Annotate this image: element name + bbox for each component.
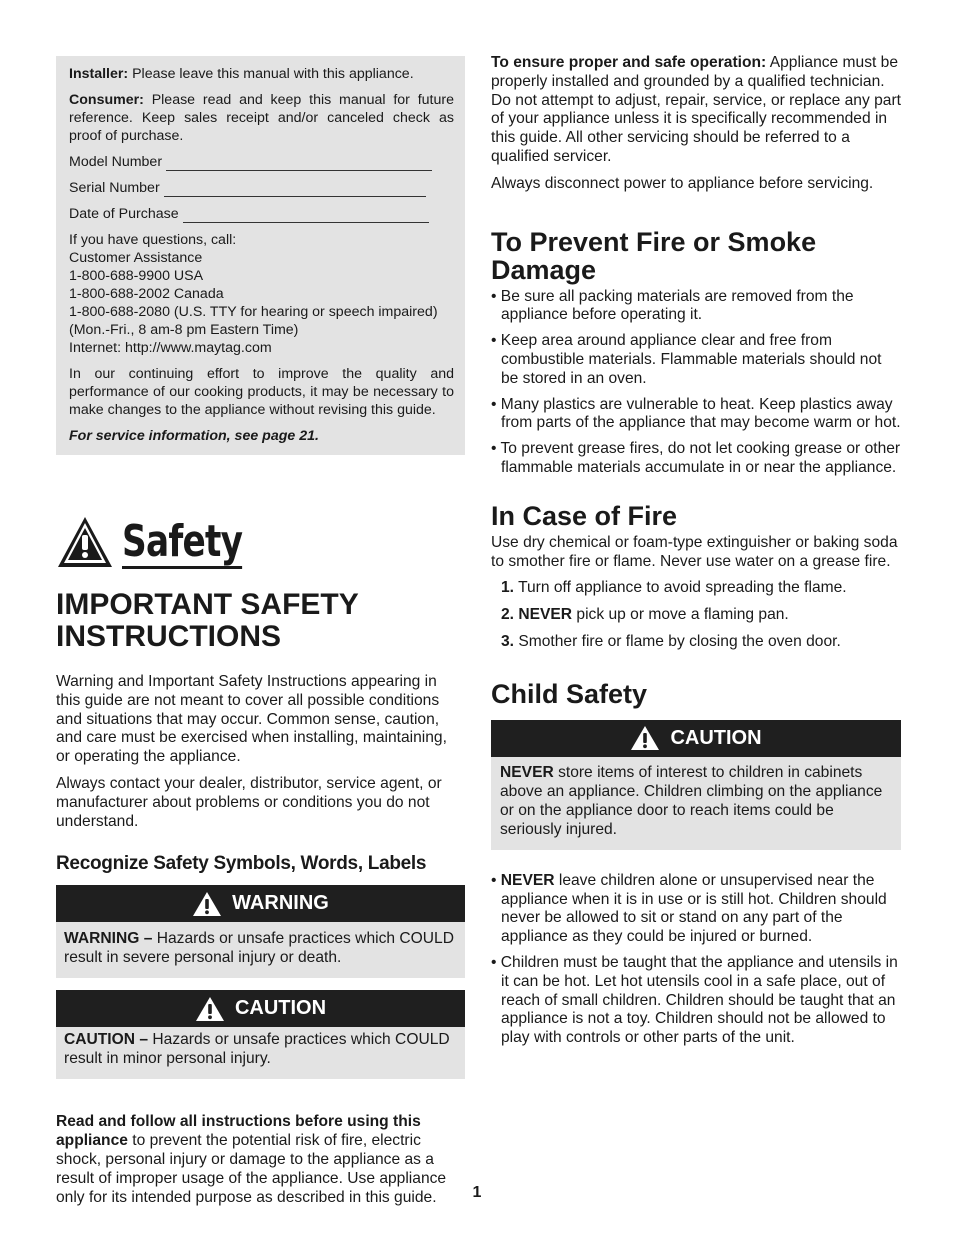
contact-info: If you have questions, call: Customer Assistance 1-800-688-9900 USA 1-800-688-2002 Canada 1-800-688-2080 (U.S. TTY for hearing or speech impaired) (Mon.-Fri., 8 am-8 pm Eastern Time) Internet: http://www.maytag.com: [69, 231, 454, 357]
list-item: • Keep area around appliance clear and free from combustible materials. Flammable materials should not be stored in an oven.: [491, 332, 882, 387]
disconnect-power-note: Always disconnect power to appliance before servicing.: [491, 174, 874, 192]
safety-logo-text: Safety: [122, 516, 243, 567]
safety-section-logo: [56, 511, 465, 569]
list-item: 2. NEVER pick up or move a flaming pan.: [501, 606, 789, 624]
list-item: 1. Turn off appliance to avoid spreading the flame.: [501, 579, 847, 597]
page-number: 1: [472, 1184, 482, 1201]
warning-label-header: WARNING: [56, 885, 465, 922]
warning-triangle-icon: [192, 891, 222, 917]
consumer-note: Consumer: Please read and keep this manual for future reference. Keep sales receipt and/or canceled check as proof of purchase.: [69, 92, 454, 144]
caution-triangle-icon: [630, 725, 660, 751]
model-number-line[interactable]: [166, 156, 432, 171]
read-follow-paragraph: Read and follow all instructions before using this appliance to prevent the potential risk of fire, electric shock, personal injury or damage to the appliance as a result of improper usage of the appliance. Use appliance only for its intended purpose as described in this guide.: [56, 1113, 447, 1206]
child-safety-heading: Child Safety: [491, 678, 648, 709]
caution-label-description: CAUTION – Hazards or unsafe practices which COULD result in minor personal injury.: [64, 1031, 450, 1068]
warning-label-description: WARNING – Hazards or unsafe practices which COULD result in severe personal injury or death.: [64, 930, 454, 967]
date-of-purchase-line[interactable]: [183, 208, 429, 223]
caution-label-header: CAUTION: [56, 990, 465, 1027]
list-item: • To prevent grease fires, do not let cooking grease or other flammable materials accumulate in or near the appliance.: [491, 440, 901, 476]
service-info-note: For service information, see page 21.: [69, 428, 319, 444]
right-column: [491, 54, 901, 1055]
list-item: • Many plastics are vulnerable to heat. Keep plastics away from parts of the appliance that may become warm or hot.: [491, 395, 901, 432]
recognize-symbols-heading: Recognize Safety Symbols, Words, Labels: [56, 853, 427, 875]
contact-dealer-paragraph: Always contact your dealer, distributor, service agent, or manufacturer about problems or conditions you do not understand.: [56, 774, 442, 830]
case-of-fire-heading: In Case of Fire: [491, 500, 678, 531]
improvement-note: In our continuing effort to improve the quality and performance of our cooking products, it may be necessary to make changes to the appliance without revising this guide.: [69, 366, 454, 418]
intro-paragraph: Warning and Important Safety Instructions appearing in this guide are not meant to cover all possible conditions and situations that may occur. Common sense, caution, and care must be exercised when installing, maintaining, or operating the appliance.: [56, 673, 447, 766]
list-item: • NEVER leave children alone or unsupervised near the appliance when it is in use or is still hot. Children should never be allowed to sit or stand on any part of the appliance as they could be injured or burned.: [491, 871, 887, 946]
list-item: 3. Smother fire or flame by closing the oven door.: [501, 632, 841, 650]
list-item: • Be sure all packing materials are removed from the appliance before operating it.: [491, 287, 854, 324]
prevent-fire-list: [491, 288, 901, 478]
page-title: IMPORTANT SAFETY INSTRUCTIONS: [56, 588, 359, 653]
serial-number-field[interactable]: Serial Number: [69, 179, 454, 197]
caution-triangle-icon: [195, 996, 225, 1022]
warning-label-box: [56, 885, 465, 978]
child-safety-list: [491, 872, 901, 1048]
child-caution-box: [491, 720, 901, 850]
proper-operation-paragraph: To ensure proper and safe operation: Appliance must be properly installed and grounded by a qualified technician. Do not attempt to adjust, repair, service, or replace any part of your appliance unless it is specifically recommended in this guide. All other servicing should be referred to a qualified servicer.: [491, 54, 901, 165]
model-number-field[interactable]: Model Number: [69, 153, 454, 171]
date-of-purchase-field[interactable]: Date of Purchase: [69, 205, 454, 223]
website-link[interactable]: Internet: http://www.maytag.com: [69, 340, 272, 356]
warning-triangle-icon: [56, 515, 114, 569]
fire-steps-list: [491, 579, 901, 651]
child-caution-description: NEVER store items of interest to children in cabinets above an appliance. Children climbing on the appliance or on the appliance door to reach items could be seriously injured.: [500, 763, 883, 838]
serial-number-line[interactable]: [164, 182, 426, 197]
left-column: [56, 56, 465, 1215]
owner-info-box: [56, 56, 465, 455]
child-caution-header: CAUTION: [491, 720, 901, 757]
prevent-fire-heading: To Prevent Fire or Smoke Damage: [491, 226, 817, 285]
case-of-fire-intro: Use dry chemical or foam-type extinguisher or baking soda to smother fire or flame. Never use water on a grease fire.: [491, 533, 898, 570]
caution-label-box: [56, 990, 465, 1079]
installer-note: Installer: Please leave this manual with this appliance.: [69, 66, 414, 82]
list-item: • Children must be taught that the appliance and utensils in it can be hot. Let hot utensils cool in a safe place, out of reach of small children. Children should be taught that an appliance is not a toy. Children should not be allowed to play with controls or other parts of the unit.: [491, 953, 898, 1047]
